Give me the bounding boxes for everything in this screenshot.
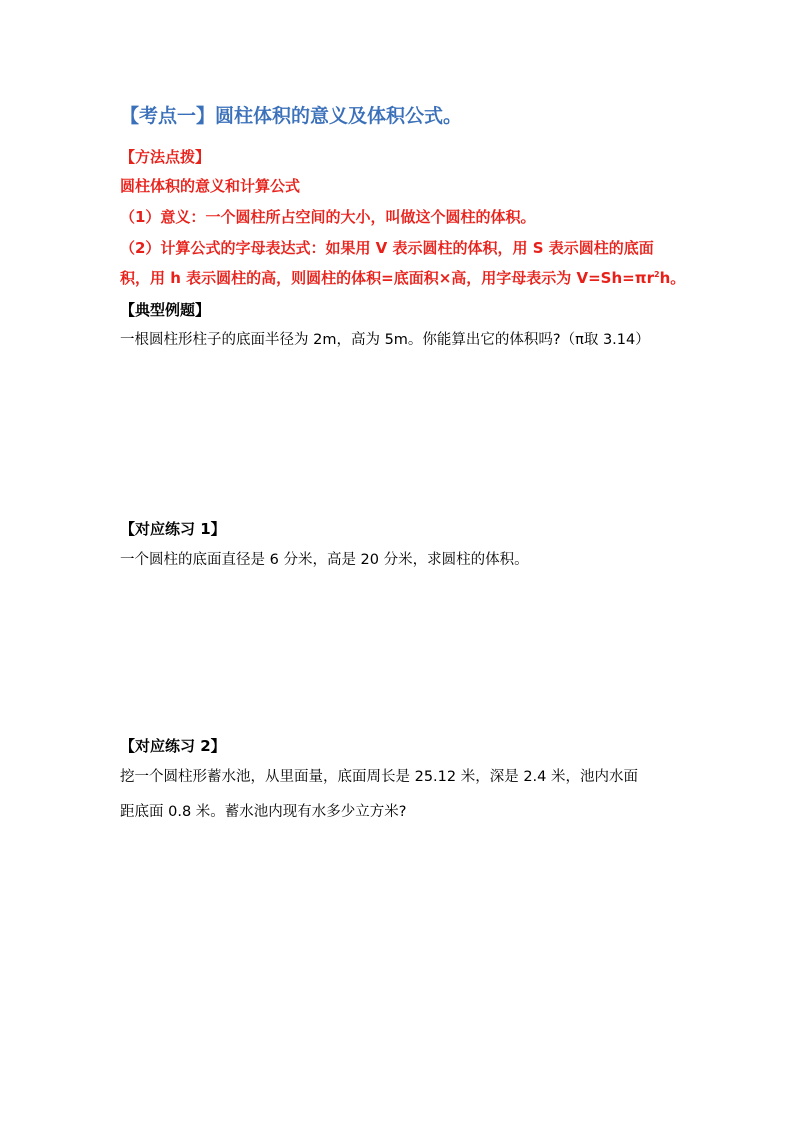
practice-2-question-line-2: 距底面 0.8 米。蓄水池内现有水多少立方米?: [120, 804, 407, 820]
method-point-1: （1）意义：一个圆柱所占空间的大小，叫做这个圆柱的体积。: [120, 208, 536, 226]
section-title: 【考点一】圆柱体积的意义及体积公式。: [120, 105, 463, 127]
practice-1-heading: 【对应练习 1】: [120, 520, 226, 538]
example-heading: 【典型例题】: [120, 301, 211, 319]
method-point-2-superscript: 2: [653, 270, 660, 279]
practice-1-question: 一个圆柱的底面直径是 6 分米，高是 20 分米，求圆柱的体积。: [120, 552, 529, 568]
method-point-2-line-2: [120, 271, 685, 286]
example-question: 一根圆柱形柱子的底面半径为 2m，高为 5m。你能算出它的体积吗?（π取 3.14）: [120, 332, 650, 348]
practice-2-heading: 【对应练习 2】: [120, 737, 226, 755]
method-point-2-line-2-text: 积，用 h 表示圆柱的高，则圆柱的体积=底面积×高，用字母表示为 V=Sh=πr: [120, 269, 654, 287]
method-subheading: 圆柱体积的意义和计算公式: [120, 177, 301, 195]
method-point-2-line-1: （2）计算公式的字母表达式：如果用 V 表示圆柱的体积，用 S 表示圆柱的底面: [120, 239, 654, 257]
method-point-2-line-2-end: h。: [659, 269, 686, 287]
practice-2-question-line-1: 挖一个圆柱形蓄水池，从里面量，底面周长是 25.12 米，深是 2.4 米，池内水面: [120, 769, 639, 785]
method-heading: 【方法点拨】: [120, 148, 211, 166]
